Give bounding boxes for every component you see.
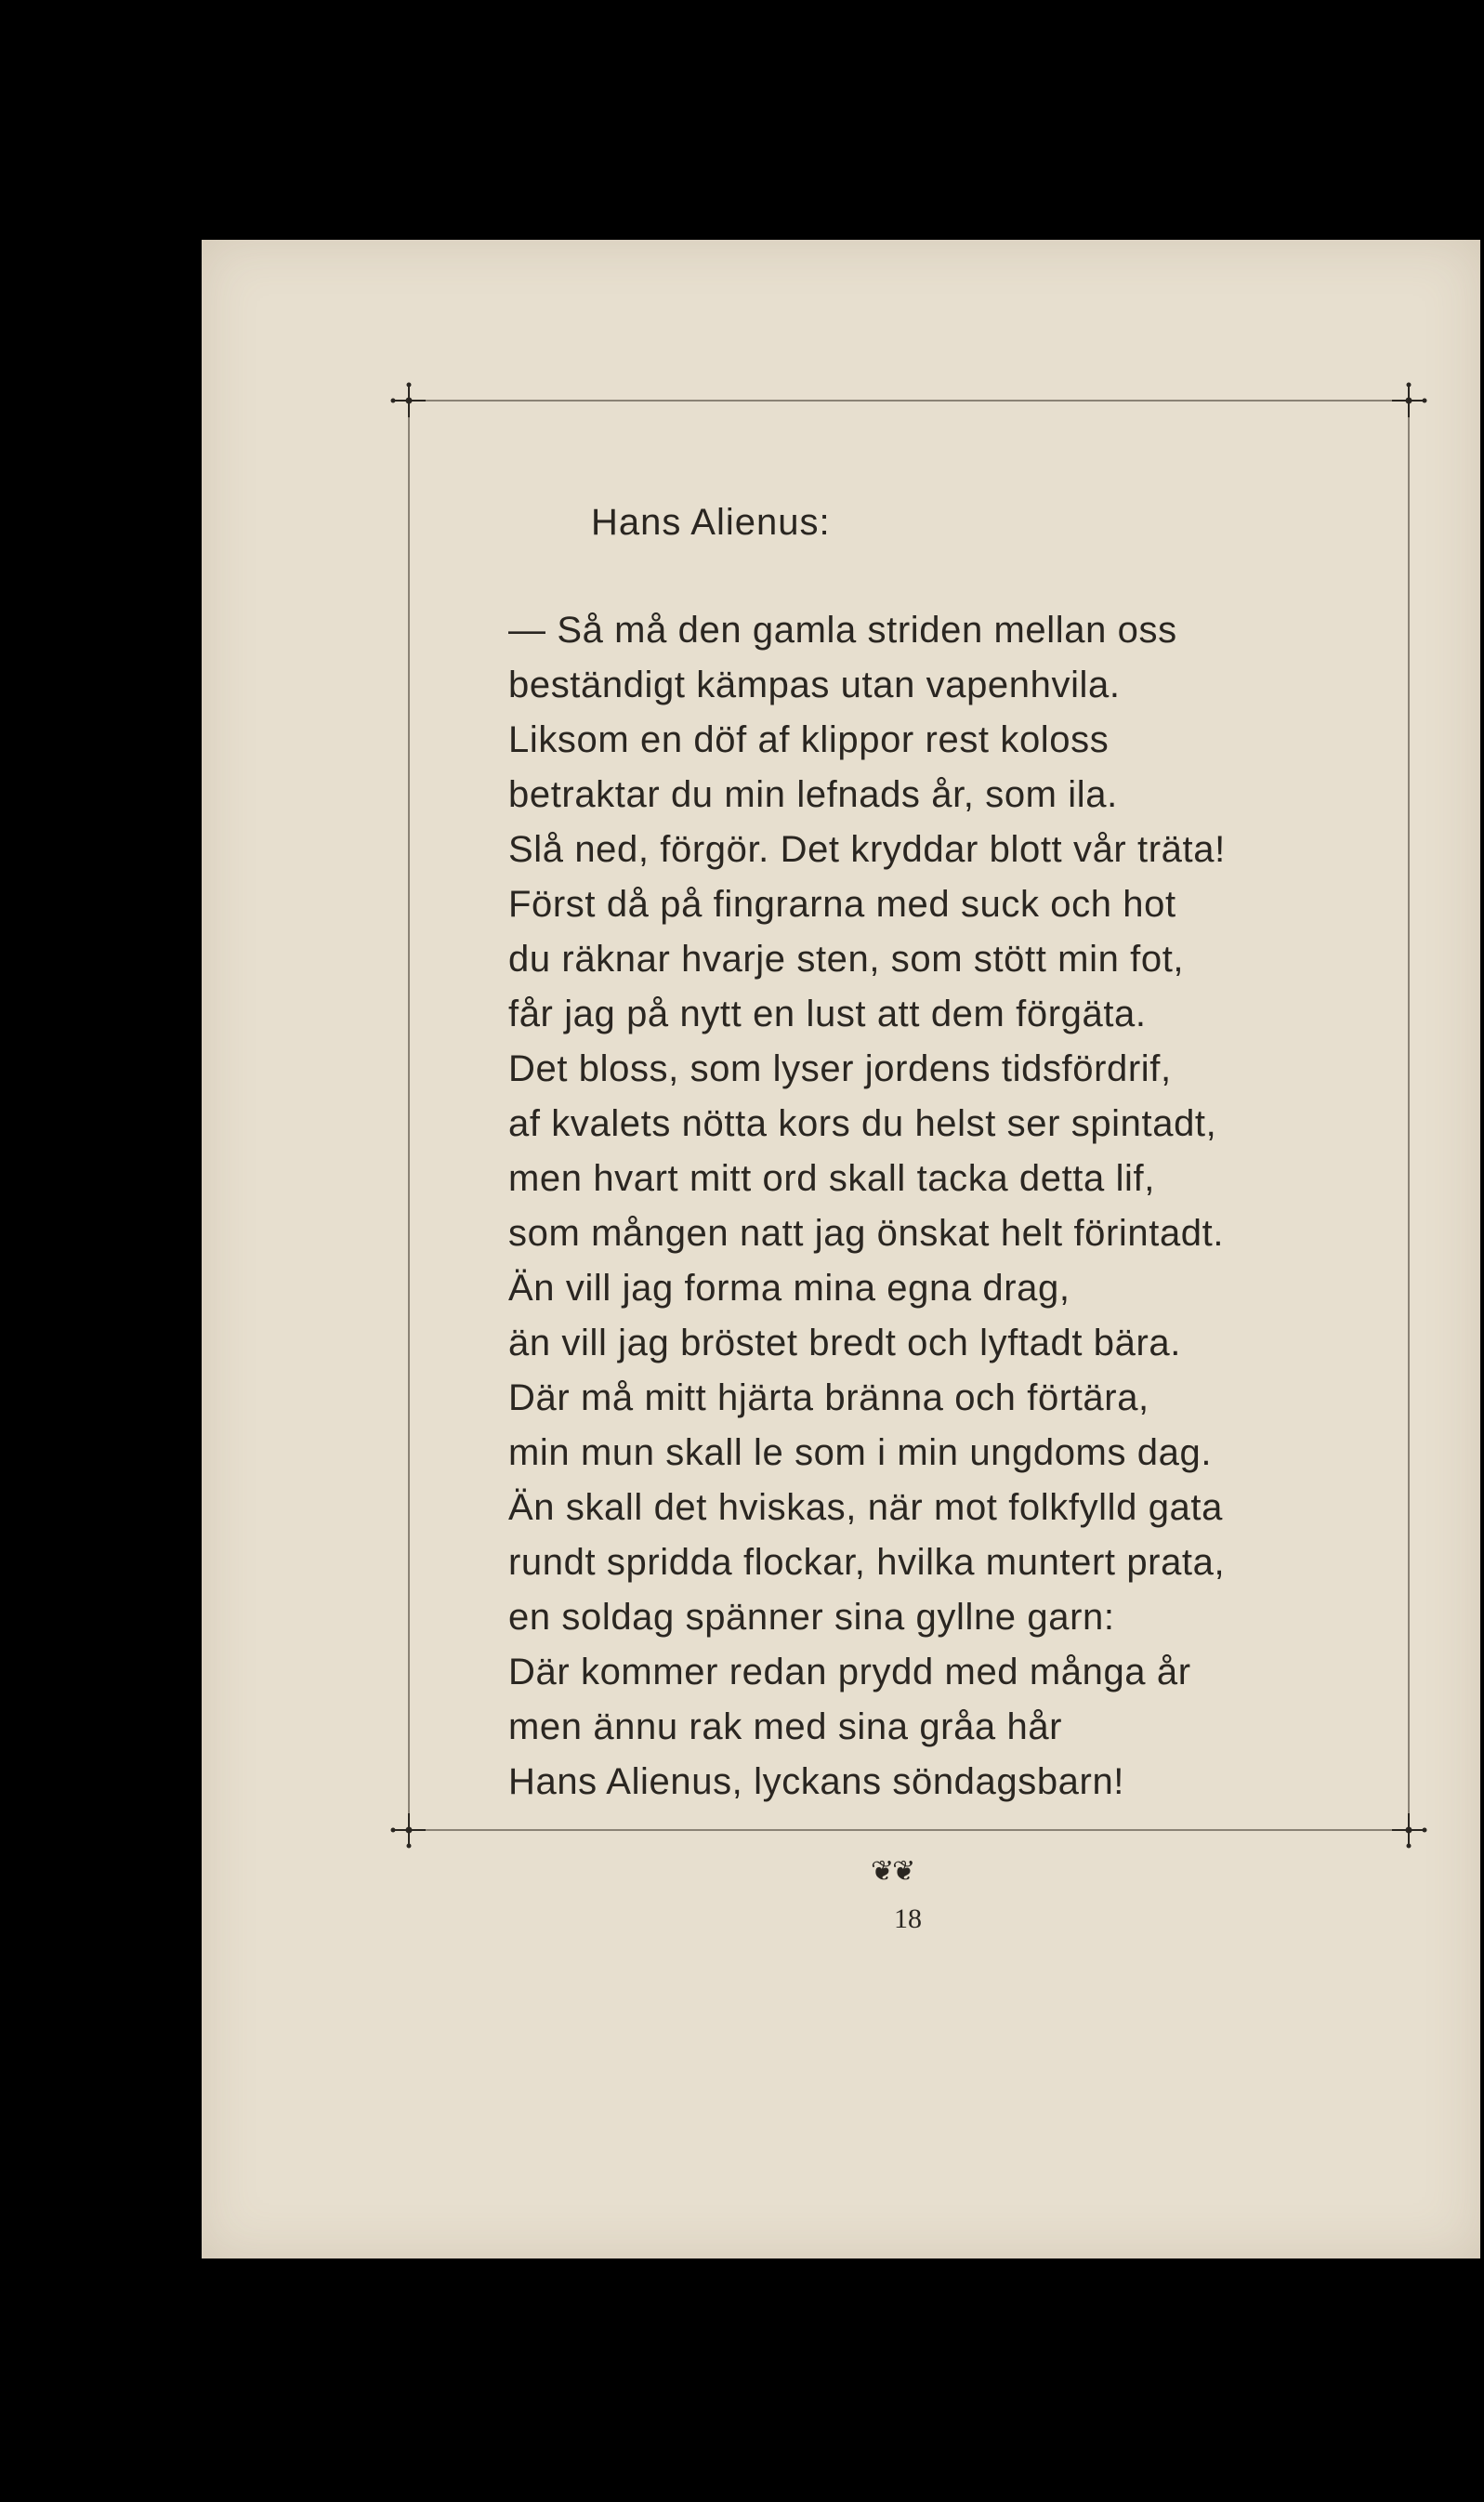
corner-ornament-top-right [1388,380,1429,421]
poem-line: Än vill jag forma mina egna drag, [508,1268,1070,1309]
poem-line: Slå ned, förgör. Det kryddar blott vår träta! [508,829,1226,870]
corner-ornament-bottom-right [1388,1810,1429,1850]
border-bottom-rule [408,1829,1410,1831]
poem-line: Hans Alienus, lyckans söndagsbarn! [508,1761,1124,1802]
poem-line: Än skall det hviskas, när mot folkfylld gata [508,1487,1223,1528]
poem-line: Där må mitt hjärta bränna och förtära, [508,1377,1149,1418]
poem-line: rundt spridda flockar, hvilka muntert prata, [508,1542,1226,1583]
poem-line: som mången natt jag önskat helt förintadt. [508,1213,1225,1254]
corner-ornament-bottom-left [388,1810,429,1850]
poem-line: Liksom en döf af klippor rest koloss [508,719,1110,760]
poem-stanza [508,603,1400,1810]
poem-line: — Så må den gamla striden mellan oss [508,610,1177,651]
poem-line: än vill jag bröstet bredt och lyftadt bära. [508,1323,1181,1363]
page-number: 18 [894,1903,922,1934]
corner-ornament-top-left [388,380,429,421]
border-top-rule [408,400,1410,402]
border-left-rule [408,400,410,1831]
border-right-rule [1408,400,1410,1831]
poem-line: beständigt kämpas utan vapenhvila. [508,665,1121,705]
poem-line: Där kommer redan prydd med många år [508,1652,1191,1692]
poem-line: af kvalets nötta kors du helst ser spintadt, [508,1103,1217,1144]
poem-line: men ännu rak med sina gråa hår [508,1706,1063,1747]
poem-line: Det bloss, som lyser jordens tidsfördrif, [508,1048,1172,1089]
poem-line: men hvart mitt ord skall tacka detta lif, [508,1158,1155,1199]
book-page [202,240,1480,2258]
poem-line: min mun skall le som i min ungdoms dag. [508,1432,1213,1473]
poem-line: en soldag spänner sina gyllne garn: [508,1597,1115,1638]
fleuron-divider-icon: ❦❦ [871,1855,914,1888]
speaker-heading: Hans Alienus: [591,502,831,543]
poem-line: betraktar du min lefnads år, som ila. [508,774,1118,815]
poem-line: du räknar hvarje sten, som stött min fot, [508,939,1185,980]
poem-line: Först då på fingrarna med suck och hot [508,884,1176,925]
poem-line: får jag på nytt en lust att dem förgäta. [508,994,1147,1034]
